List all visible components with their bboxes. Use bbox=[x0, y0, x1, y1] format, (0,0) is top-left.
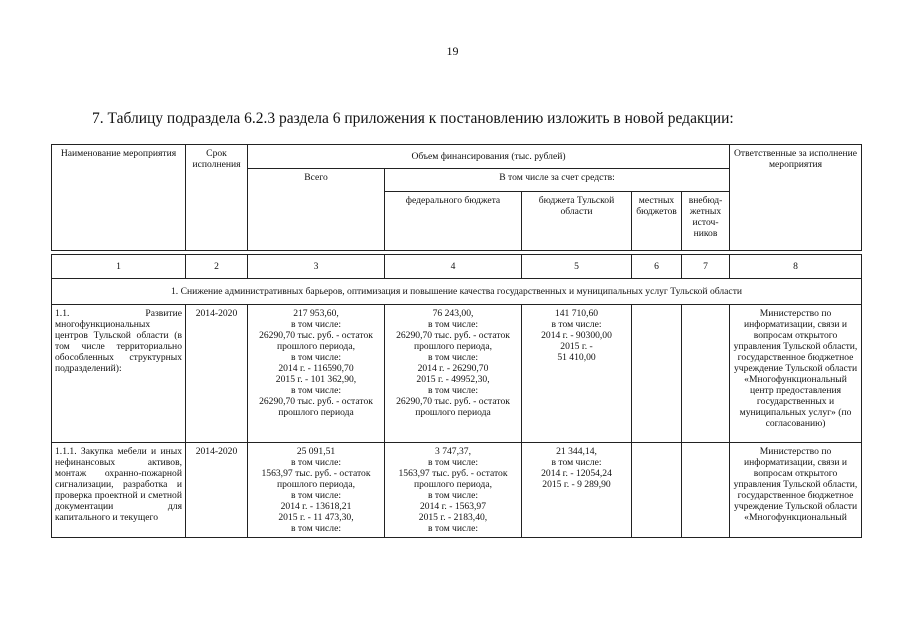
row-local bbox=[632, 305, 682, 443]
table-row bbox=[52, 443, 862, 538]
table-row bbox=[52, 305, 862, 443]
row-federal: 3 747,37, в том числе: 1563,97 тыс. руб. - остаток прошлого периода, в том числе: 2014 г. - 1563,97 2015 г. - 2183,40, в том числе: bbox=[385, 443, 522, 538]
header-responsible: Ответственные за исполнение мероприятия bbox=[730, 145, 862, 251]
column-number: 3 bbox=[248, 255, 385, 279]
header-extra: внебюд-жетных источ-ников bbox=[682, 192, 730, 251]
header-total: Всего bbox=[248, 169, 385, 251]
heading: 7. Таблицу подраздела 6.2.3 раздела 6 приложения к постановлению изложить в новой редакции: bbox=[92, 110, 734, 127]
header-term: Срок исполнения bbox=[186, 145, 248, 251]
column-numbers-row bbox=[52, 255, 862, 279]
header-federal: федерального бюджета bbox=[385, 192, 522, 251]
row-total: 25 091,51 в том числе: 1563,97 тыс. руб. - остаток прошлого периода, в том числе: 2014 г. - 13618,21 2015 г. - 11 473,30, в том числе: bbox=[248, 443, 385, 538]
section-title: 1. Снижение административных барьеров, оптимизация и повышение качества государственных и муниципальных услуг Тульской области bbox=[52, 279, 862, 305]
header-financing: Объем финансирования (тыс. рублей) bbox=[248, 145, 730, 169]
row-federal: 76 243,00, в том числе: 26290,70 тыс. руб. - остаток прошлого периода, в том числе: 2014 г. - 26290,70 2015 г. - 49952,30, в том числе: 26290,70 тыс. руб. - остаток прошлого периода bbox=[385, 305, 522, 443]
page-number: 19 bbox=[446, 44, 459, 58]
row-term: 2014-2020 bbox=[186, 443, 248, 538]
row-term: 2014-2020 bbox=[186, 305, 248, 443]
column-number: 1 bbox=[52, 255, 186, 279]
row-local bbox=[632, 443, 682, 538]
column-number: 8 bbox=[730, 255, 862, 279]
header-row-1 bbox=[52, 145, 862, 169]
row-name: 1.1.1. Закупка мебели и иных нефинансовых активов, монтаж охранно-пожарной сигнализации, разработка и проверка проектной и сметной документации для капитального и текущего bbox=[52, 443, 186, 538]
row-regional: 21 344,14, в том числе: 2014 г. - 12054,24 2015 г. - 9 289,90 bbox=[522, 443, 632, 538]
column-number: 5 bbox=[522, 255, 632, 279]
header-name: Наименование мероприятия bbox=[52, 145, 186, 251]
column-number: 2 bbox=[186, 255, 248, 279]
financing-table bbox=[51, 144, 862, 538]
row-responsible: Министерство по информатизации, связи и вопросам открытого управления Тульской области, государственное бюджетное учреждение Тульской области «Многофункциональный центр предоставления государственных и муниципальных услуг» (по согласованию) bbox=[730, 305, 862, 443]
row-responsible: Министерство по информатизации, связи и вопросам открытого управления Тульской области, государственное бюджетное учреждение Тульской области «Многофункциональный bbox=[730, 443, 862, 538]
header-including: В том числе за счет средств: bbox=[385, 169, 730, 192]
column-number: 7 bbox=[682, 255, 730, 279]
row-total: 217 953,60, в том числе: 26290,70 тыс. руб. - остаток прошлого периода, в том числе: 2014 г. - 116590,70 2015 г. - 101 362,90, в том числе: 26290,70 тыс. руб. - остаток прошлого периода bbox=[248, 305, 385, 443]
header-regional: бюджета Тульской области bbox=[522, 192, 632, 251]
column-number: 4 bbox=[385, 255, 522, 279]
row-extra bbox=[682, 443, 730, 538]
row-regional: 141 710,60 в том числе: 2014 г. - 90300,00 2015 г. - 51 410,00 bbox=[522, 305, 632, 443]
header-local: местных бюджетов bbox=[632, 192, 682, 251]
section-row bbox=[52, 279, 862, 305]
row-extra bbox=[682, 305, 730, 443]
row-name: 1.1. Развитие многофункциональных центров Тульской области (в том числе территориально обособленных структурных подразделений): bbox=[52, 305, 186, 443]
column-number: 6 bbox=[632, 255, 682, 279]
